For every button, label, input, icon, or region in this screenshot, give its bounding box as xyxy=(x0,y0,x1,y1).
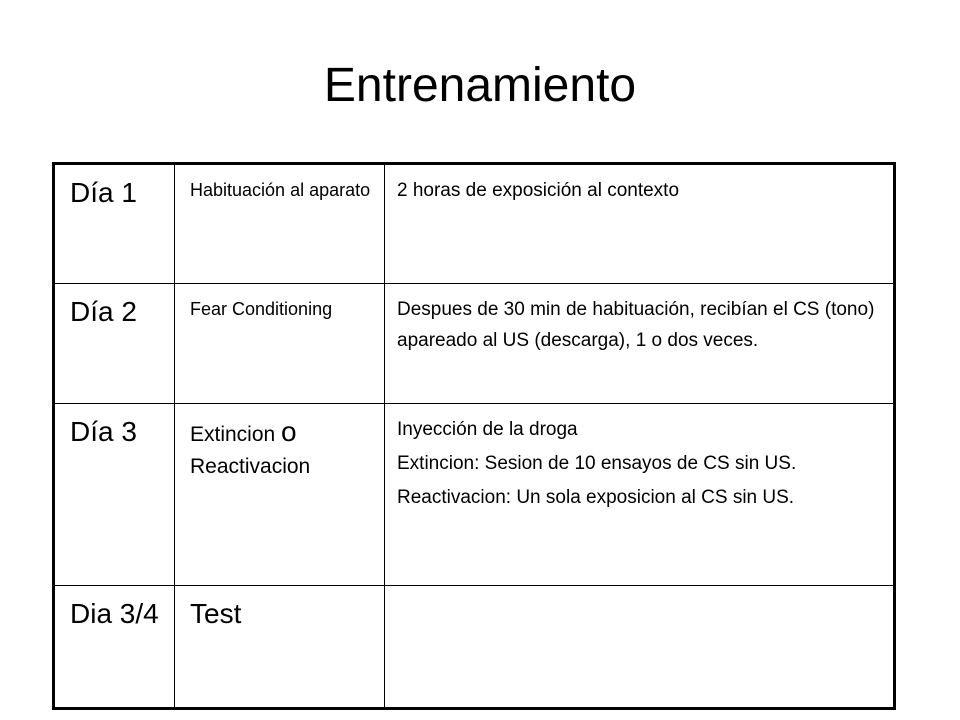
table-row-day-3 xyxy=(54,404,895,586)
description-cell xyxy=(385,164,895,284)
phase-cell: Test xyxy=(175,586,385,709)
table-row-test xyxy=(54,586,895,709)
description-cell-empty xyxy=(385,586,895,709)
slide-title: Entrenamiento xyxy=(323,59,637,112)
phase-cell: Fear Conditioning xyxy=(175,284,385,404)
training-schedule-table xyxy=(52,162,896,710)
description-cell xyxy=(385,404,895,586)
description-line: Extincion: Sesion de 10 ensayos de CS sin US. xyxy=(397,453,797,474)
table-row-day-2 xyxy=(54,284,895,404)
description-line: Reactivacion: Un sola exposicion al CS sin US. xyxy=(397,487,795,508)
phase-text-conjunction: o xyxy=(281,416,297,447)
description-line: 2 horas de exposición al contexto xyxy=(397,180,680,201)
description-line: Inyección de la droga xyxy=(397,419,578,440)
phase-text-reactivacion: Reactivacion xyxy=(190,455,311,478)
description-cell xyxy=(385,284,895,404)
phase-cell: Habituación al aparato xyxy=(175,164,385,284)
table-row-day-1 xyxy=(54,164,895,284)
phase-cell xyxy=(175,404,385,586)
day-cell: Día 1 xyxy=(54,164,175,284)
day-cell: Día 3 xyxy=(54,404,175,586)
day-cell: Dia 3/4 xyxy=(54,586,175,709)
day-cell: Día 2 xyxy=(54,284,175,404)
description-line: Despues de 30 min de habituación, recibían el CS (tono) apareado al US (descarga), 1 o dos veces. xyxy=(397,299,875,351)
phase-text-extincion: Extincion xyxy=(190,423,282,446)
